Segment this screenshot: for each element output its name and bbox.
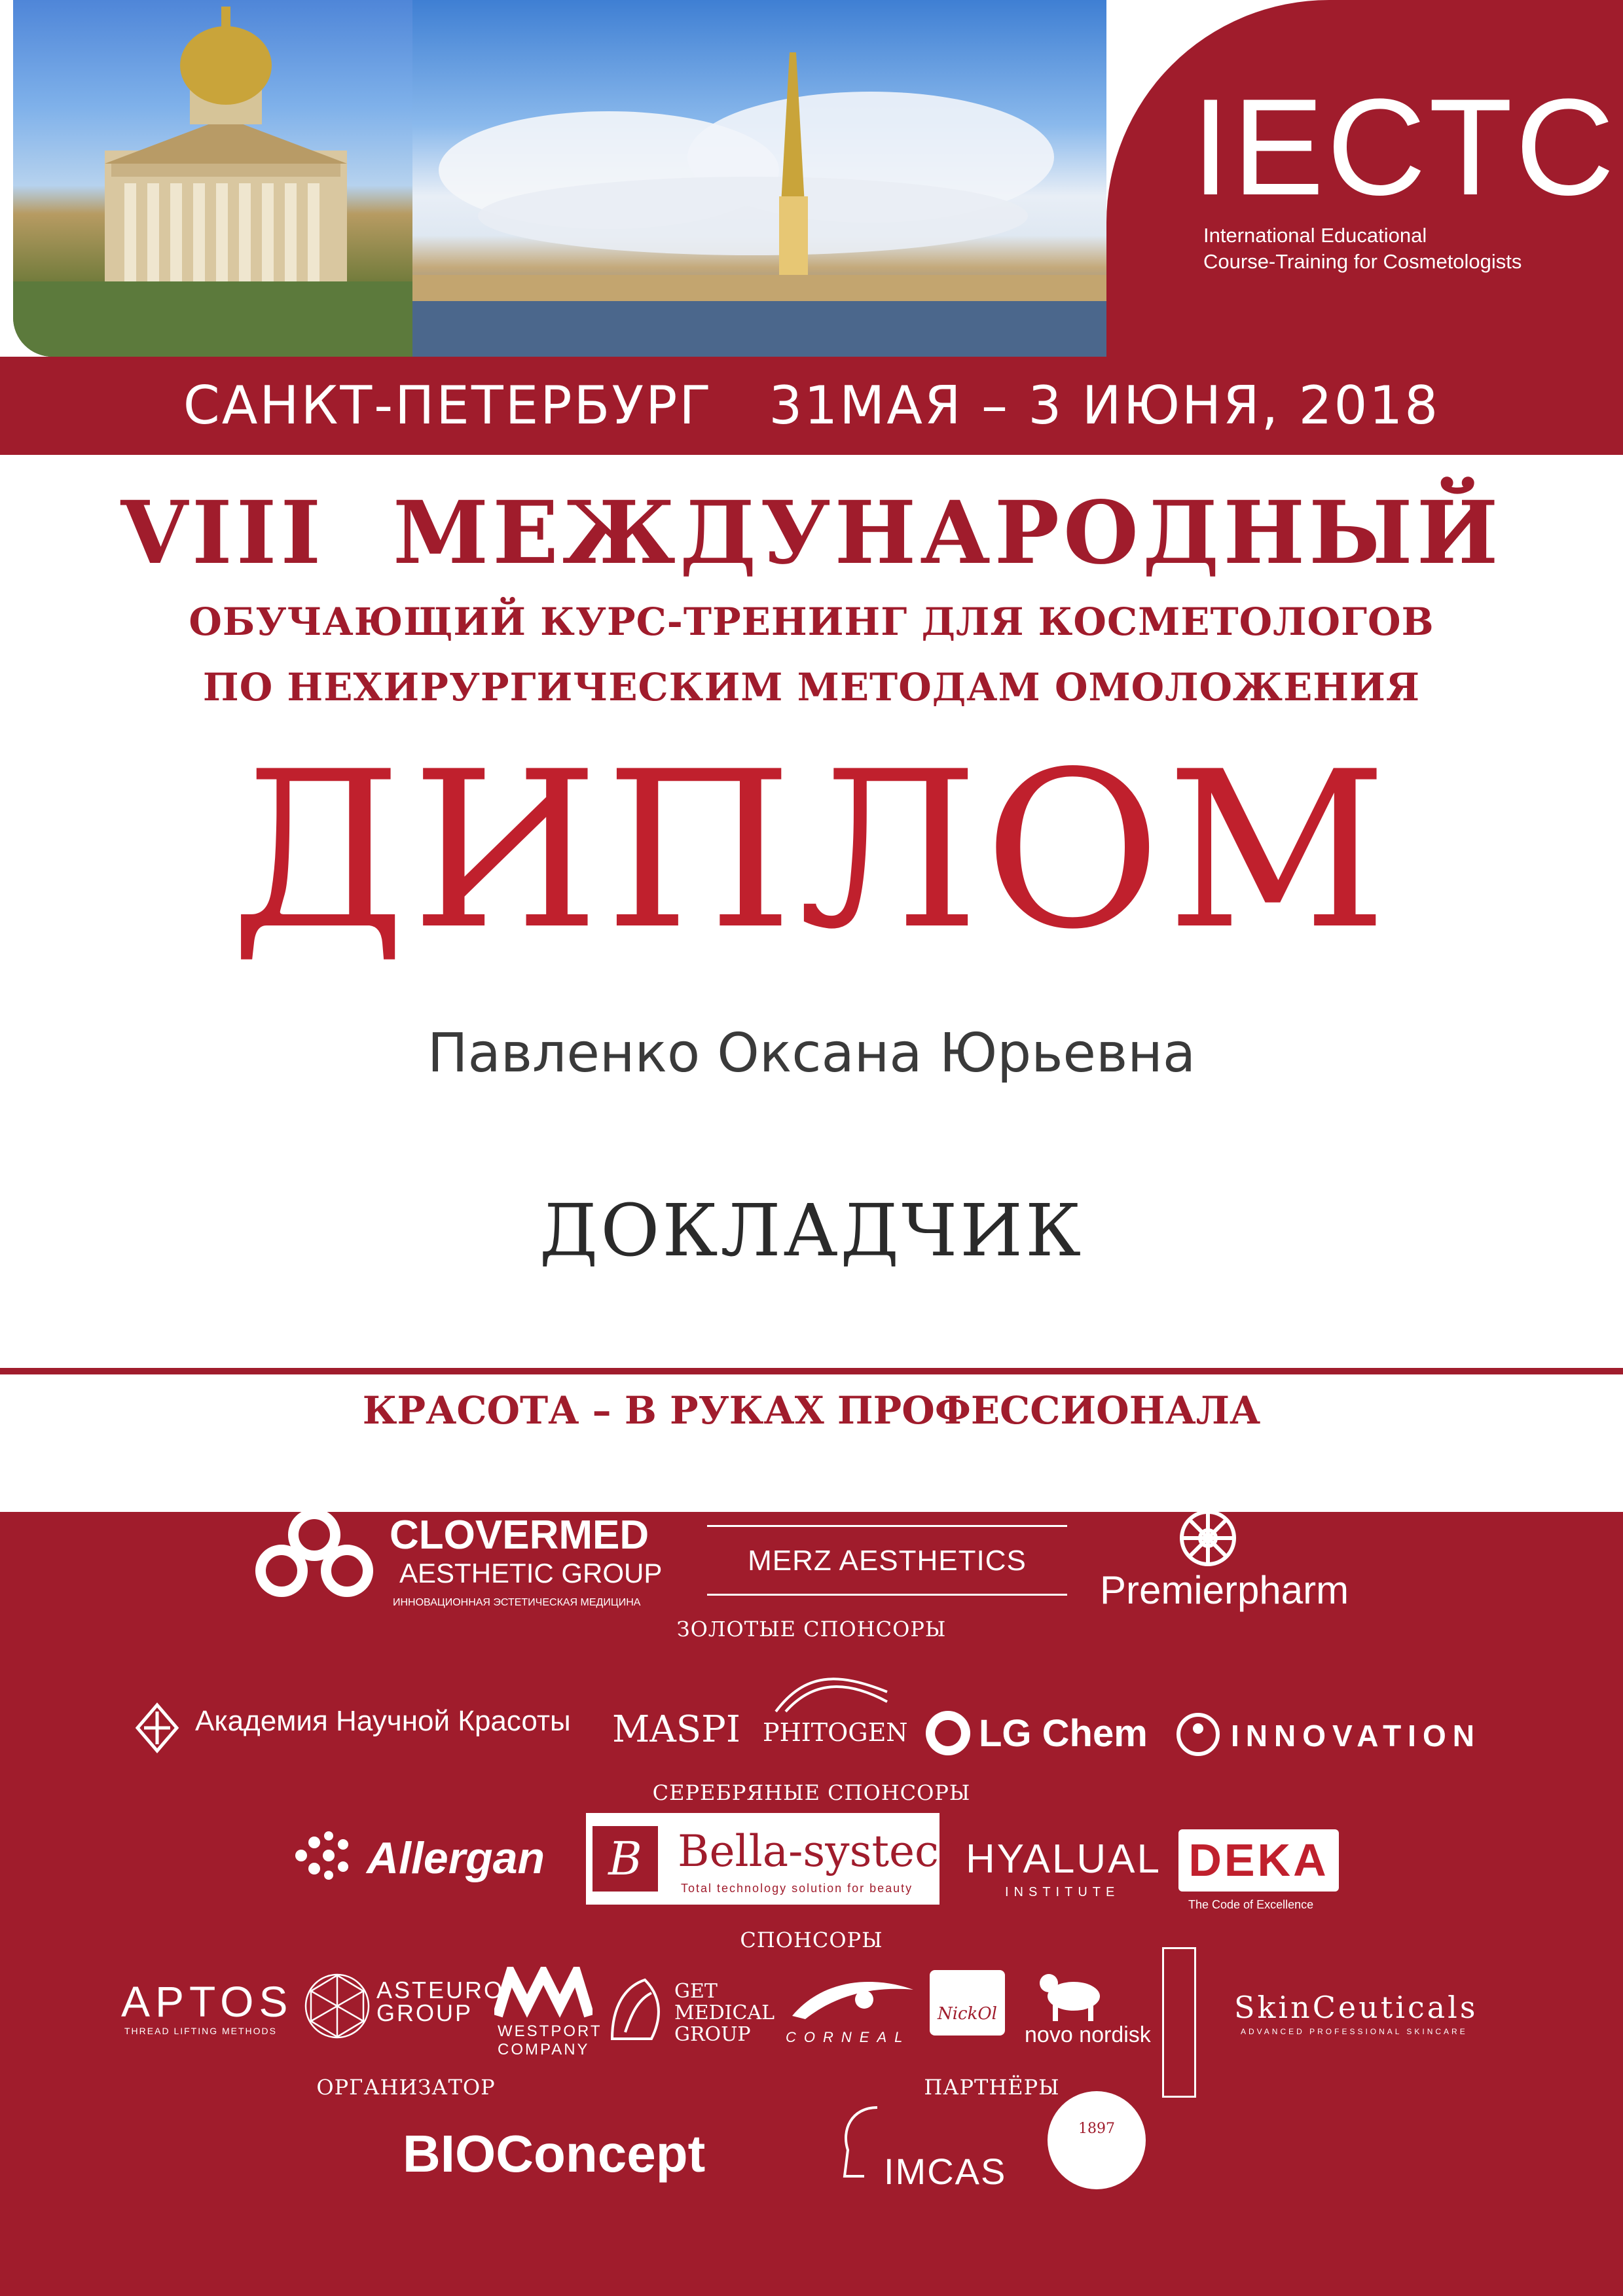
aptos-logo: APTOS bbox=[121, 1977, 293, 2026]
premierpharm-logo: Premierpharm bbox=[1100, 1568, 1349, 1612]
get-medical-icon bbox=[606, 1973, 671, 2048]
course-subtitle-1: ОБУЧАЮЩИЙ КУРС-ТРЕНИНГ ДЛЯ КОСМЕТОЛОГОВ bbox=[189, 600, 1434, 644]
brand-subtitle bbox=[1203, 223, 1522, 275]
westport-subtitle: COMPANY bbox=[498, 2041, 590, 2058]
general-sponsors-label: ГЕНЕРАЛЬНЫЕ СПОНСОРЫ bbox=[643, 1473, 980, 1498]
course-subtitle-2: ПО НЕХИРУРГИЧЕСКИМ МЕТОДАМ ОМОЛОЖЕНИЯ bbox=[202, 665, 1421, 709]
fortress-illustration bbox=[412, 0, 1106, 357]
academy-icon bbox=[134, 1702, 180, 1757]
university-seal-icon bbox=[1048, 2091, 1146, 2189]
deka-tagline: The Code of Excellence bbox=[1188, 1898, 1314, 1911]
get-medical-subtitle-2: GROUP bbox=[674, 2023, 751, 2046]
academy-logo: Академия Научной Красоты bbox=[195, 1705, 571, 1737]
brand-subtitle-line-1: International Educational bbox=[1203, 224, 1427, 247]
gold-sponsors-label: ЗОЛОТЫЕ СПОНСОРЫ bbox=[676, 1617, 947, 1641]
westport-logo: WESTPORT bbox=[498, 2022, 602, 2040]
city-date: САНКТ-ПЕТЕРБУРГ 31МАЯ – 3 ИЮНЯ, 2018 bbox=[183, 375, 1440, 436]
asteuro-icon bbox=[301, 1970, 373, 2045]
motto: КРАСОТА – В РУКАХ ПРОФЕССИОНАЛА bbox=[362, 1388, 1261, 1433]
clovermed-subtitle: AESTHETIC GROUP bbox=[399, 1558, 663, 1588]
lgchem-logo: LG Chem bbox=[979, 1712, 1148, 1755]
novo-nordisk-logo: novo nordisk bbox=[1025, 2022, 1151, 2047]
clover-icon bbox=[249, 1505, 380, 1610]
sponsors-label: СПОНСОРЫ bbox=[740, 1928, 883, 1952]
lgchem-icon bbox=[923, 1708, 973, 1761]
westport-icon bbox=[494, 1967, 593, 2022]
merz-top-rule bbox=[707, 1525, 1067, 1527]
header bbox=[0, 0, 1623, 357]
fortress-photo bbox=[412, 0, 1106, 357]
deka-logo: DEKA bbox=[1178, 1829, 1339, 1892]
partners-label: ПАРТНЁРЫ bbox=[924, 2075, 1060, 2100]
brand-subtitle-line-2: Course-Training for Cosmetologists bbox=[1203, 250, 1522, 273]
recipient-name: Павленко Оксана Юрьевна bbox=[427, 1022, 1196, 1085]
allergan-icon bbox=[288, 1826, 360, 1888]
allergan-logo: Allergan bbox=[367, 1833, 545, 1883]
asteuro-subtitle: GROUP bbox=[376, 2000, 473, 2026]
bella-systech-tagline: Total technology solution for beauty bbox=[681, 1882, 913, 1895]
maspi-logo: MASPI bbox=[612, 1708, 740, 1751]
skinceuticals-logo: SkinCeuticals bbox=[1234, 1990, 1478, 2025]
cathedral-illustration bbox=[13, 0, 412, 357]
course-title: VIII МЕЖДУНАРОДНЫЙ bbox=[120, 482, 1503, 584]
hyalual-logo: HYALUAL bbox=[966, 1837, 1161, 1882]
get-medical-subtitle-1: MEDICAL bbox=[674, 2001, 775, 2024]
innovation-logo: INNOVATION bbox=[1231, 1719, 1481, 1753]
phitogen-logo: PHITOGEN bbox=[763, 1718, 908, 1747]
nickol-logo: NickOl bbox=[937, 2004, 997, 2024]
organizer-label: ОРГАНИЗАТОР bbox=[316, 2075, 496, 2100]
merz-bottom-rule bbox=[707, 1594, 1067, 1596]
recipient-role: ДОКЛАДЧИК bbox=[539, 1189, 1084, 1272]
brand-logo: IECTC bbox=[1192, 70, 1617, 224]
premierpharm-icon bbox=[1175, 1505, 1241, 1573]
university-seal-year: 1897 bbox=[1078, 2121, 1115, 2137]
corneal-icon bbox=[786, 1977, 917, 2025]
novo-nordisk-bull-icon bbox=[1034, 1964, 1113, 2025]
silver-sponsors-label: СЕРЕБРЯНЫЕ СПОНСОРЫ bbox=[652, 1780, 971, 1805]
bioconcept-logo: BIOConcept bbox=[403, 2125, 706, 2183]
nickol-badge bbox=[930, 1970, 1005, 2036]
asteuro-logo: ASTEURO bbox=[376, 1977, 505, 2003]
get-medical-logo: GET bbox=[674, 1980, 718, 2003]
innovation-icon bbox=[1175, 1712, 1221, 1760]
skinceuticals-tagline: ADVANCED PROFESSIONAL SKINCARE bbox=[1241, 2027, 1468, 2036]
clovermed-tagline: ИННОВАЦИОННАЯ ЭСТЕТИЧЕСКАЯ МЕДИЦИНА bbox=[393, 1597, 641, 1608]
merz-logo: MERZ AESTHETICS bbox=[748, 1545, 1027, 1577]
bella-systech-icon: B bbox=[593, 1826, 658, 1892]
phitogen-swirl-icon bbox=[773, 1666, 890, 1721]
imcas-logo: IMCAS bbox=[884, 2151, 1007, 2192]
clovermed-logo: CLOVERMED bbox=[390, 1513, 649, 1558]
hyalual-tagline: INSTITUTE bbox=[1005, 1885, 1120, 1899]
corneal-logo: CORNEAL bbox=[786, 2029, 911, 2045]
cathedral-photo bbox=[13, 0, 412, 357]
aptos-tagline: THREAD LIFTING METHODS bbox=[124, 2026, 278, 2036]
diploma-heading: ДИПЛОМ bbox=[230, 725, 1393, 977]
bella-systech-logo: Bella-systech bbox=[678, 1826, 967, 1876]
